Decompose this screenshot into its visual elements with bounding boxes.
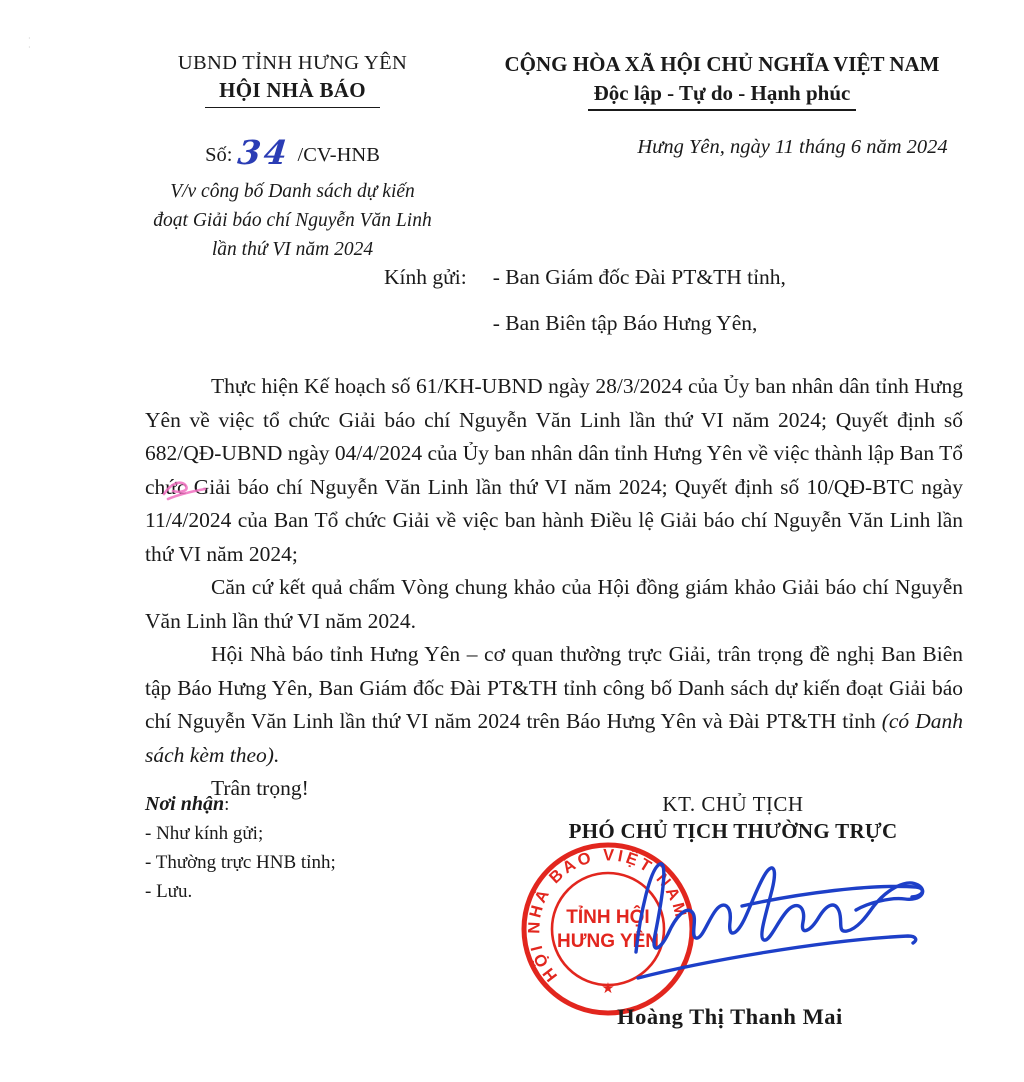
stamp-ring-text: HỘI NHÀ BÁO VIỆT NAM [525, 846, 691, 985]
place-date-line: Hưng Yên, ngày 11 tháng 6 năm 2024 [637, 136, 948, 158]
subject-line-3: lần thứ VI năm 2024 [211, 239, 374, 260]
distribution-label: Nơi nhận [145, 793, 225, 815]
authority-line-2: PHÓ CHỦ TỊCH THƯỜNG TRỰC [568, 819, 898, 843]
national-header-block [472, 52, 972, 111]
pink-pen-mark [158, 476, 212, 506]
org-parent-name: UBND TỈNH HƯNG YÊN [177, 52, 408, 74]
recipient-item: - Ban Biên tập Báo Hưng Yên, [492, 311, 758, 335]
body-paragraph-request [145, 638, 963, 772]
distribution-item: - Thường trực HNB tỉnh; [145, 852, 336, 873]
recipients-list [493, 265, 786, 357]
document-subject [100, 177, 485, 264]
request-text: Hội Nhà báo tỉnh Hưng Yên – cơ quan thường trực Giải, trân trọng đề nghị Ban Biên tập Báo Hưng Yên, Ban Giám đốc Đài PT&TH tỉnh công bố Danh sách dự kiến đoạt Giải báo chí Nguyễn Văn Linh lần thứ VI năm 2024 trên Báo Hưng Yên và Đài PT&TH tỉnh [145, 642, 963, 733]
distribution-label-line [145, 790, 336, 819]
body-paragraph: Thực hiện Kế hoạch số 61/KH-UBND ngày 28/3/2024 của Ủy ban nhân dân tỉnh Hưng Yên về việc tổ chức Giải báo chí Nguyễn Văn Linh lần thứ VI năm 2024; Quyết định số 682/QĐ-UBND ngày 04/4/2024 của Ủy ban nhân dân tỉnh Hưng Yên về việc thành lập Ban Tổ chức Giải báo chí Nguyễn Văn Linh lần thứ VI năm 2024; Quyết định số 10/QĐ-BTC ngày 11/4/2024 của Ban Tổ chức Giải về việc ban hành Điều lệ Giải báo chí Nguyễn Văn Linh lần thứ VI năm 2024; [145, 374, 963, 566]
org-name: HỘI NHÀ BÁO [205, 78, 380, 108]
stamp-center-line-2: HƯNG YÊN [557, 931, 659, 952]
national-motto: Độc lập - Tự do - Hạnh phúc [588, 81, 857, 111]
recipients-section [384, 265, 786, 357]
letter-body [145, 370, 963, 806]
body-paragraph: Căn cứ kết quả chấm Vòng chung khảo của Hội đồng giám khảo Giải báo chí Nguyễn Văn Linh lần thứ VI năm 2024. [145, 575, 963, 633]
subject-line-1: V/v công bố Danh sách dự kiến [170, 181, 415, 202]
issuing-org-block [100, 52, 485, 264]
distribution-item: - Như kính gửi; [145, 823, 264, 844]
distribution-label-colon: : [224, 794, 230, 815]
distribution-item: - Lưu. [145, 881, 193, 902]
subject-line-2: đoạt Giải báo chí Nguyễn Văn Linh [153, 210, 432, 231]
signature-block [528, 792, 938, 844]
recipient-item: - Ban Giám đốc Đài PT&TH tỉnh, [492, 265, 786, 289]
recipients-label: Kính gửi: [384, 265, 467, 289]
authority-line-1: KT. CHỦ TỊCH [662, 792, 804, 816]
doc-number-suffix: /CV-HNB [297, 144, 380, 166]
national-title: CỘNG HÒA XÃ HỘI CHỦ NGHĨA VIỆT NAM [504, 52, 940, 76]
document-number [100, 130, 485, 172]
doc-number-label: Số: [205, 144, 233, 166]
closing-line: Trân trọng! [211, 776, 309, 800]
distribution-list [145, 790, 336, 906]
scan-noise: · · [28, 34, 53, 52]
doc-number-handwritten: 34 [236, 133, 293, 172]
signer-name: Hoàng Thị Thanh Mai [617, 1004, 843, 1029]
stamp-star: ★ [601, 981, 615, 997]
request-attachment-note: (có Danh sách kèm theo). [145, 709, 963, 767]
stamp-center-line-1: TỈNH HỘI [566, 907, 650, 928]
handwritten-signature [560, 840, 950, 1000]
